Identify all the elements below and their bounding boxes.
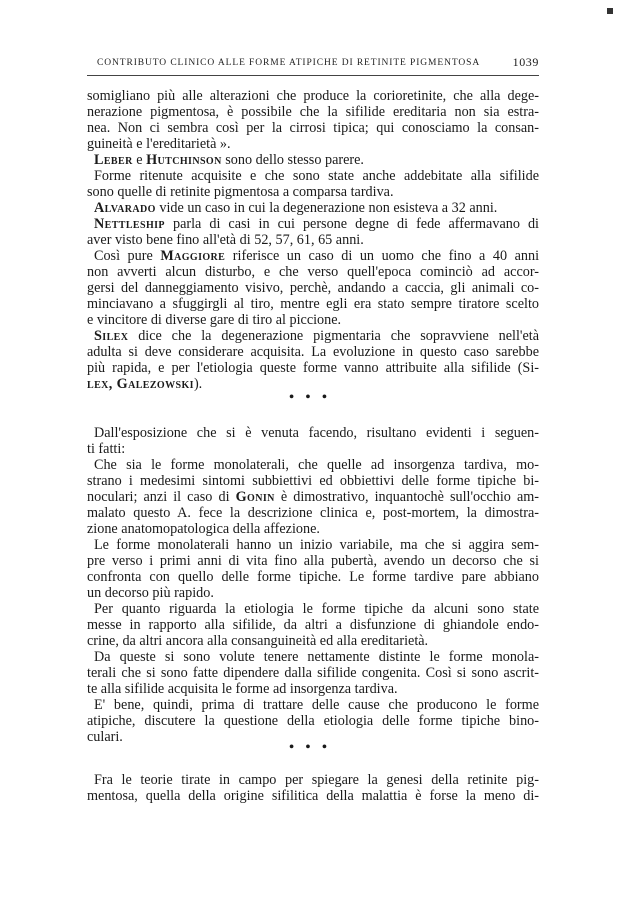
author-name: Nettleship: [94, 216, 165, 232]
text-line: noculari; anzi il caso di Gonin è dimostrativo, inquantochè sull'occhio am-: [87, 489, 540, 505]
text-line: crine, da altri ancora alla consanguineità ed alla ereditarietà.: [87, 633, 429, 649]
page-number: 1039: [512, 55, 539, 69]
text-line: somigliano più alle alterazioni che produce la corioretinite, che alla dege-: [87, 88, 539, 104]
text-line: gersi del danneggiamento visivo, perchè, andando a caccia, gli animali co-: [87, 280, 539, 296]
text-line: Alvarado vide un caso in cui la degenerazione non esisteva a 32 anni.: [94, 200, 498, 216]
text-line: un decorso più rapido.: [87, 585, 214, 601]
text-line: più rapida, e per l'etiologia queste forme vanno attribuite alla sifilide (Si-: [87, 360, 539, 376]
text-line: Forme ritenute acquisite e che sono state anche addebitate alla sifilide: [94, 168, 539, 184]
text-line: e vincitore di diverse gare di tiro al piccione.: [87, 312, 342, 328]
text-line: Dall'esposizione che si è venuta facendo, risultano evidenti i seguen-: [94, 425, 539, 441]
text-line: zione anatomopatologica della affezione.: [87, 521, 320, 537]
text-line: messe in rapporto alla sifilide, da altri a disfunzione di ghiandole endo-: [87, 617, 539, 633]
text-line: non avverti alcun disturbo, e che verso quell'epoca cominciò ad accor-: [87, 264, 539, 280]
author-name: Leber: [94, 152, 133, 168]
text-line: culari.: [87, 729, 123, 745]
text-line: mentosa, quella della origine sifilitica della malattia è forse la meno di-: [87, 788, 539, 804]
text-line: minciavano a sfuggirgli al tiro, mentre egli era stato sempre tiratore scelto: [87, 296, 539, 312]
text-line: adulta si deve considerare acquisita. La evoluzione in questo caso sarebbe: [87, 344, 539, 360]
running-header-title: CONTRIBUTO CLINICO ALLE FORME ATIPICHE DI RETINITE PIGMENTOSA: [97, 58, 481, 68]
section-separator: • • •: [289, 390, 331, 405]
header-rule: [87, 75, 539, 76]
text-line: te alla sifilide acquisita le forme ad insorgenza tardiva.: [87, 681, 398, 697]
text-line: strano i medesimi sintomi subbiettivi ed obbiettivi delle forme tipiche bi-: [87, 473, 539, 489]
text-line: pre verso i primi anni di vita fino alla pubertà, avendo un decorso che si: [87, 553, 539, 569]
text-line: Così pure Maggiore riferisce un caso di un uomo che fino a 40 anni: [94, 248, 540, 264]
text-line: Silex dice che la degenerazione pigmentaria che sopravviene nell'età: [94, 328, 539, 344]
text-line: Per quanto riguarda la etiologia le forme tipiche da alcuni sono state: [94, 601, 539, 617]
author-name: Silex: [94, 328, 129, 344]
author-name: Gonin: [235, 489, 275, 505]
text-line: guineità e l'ereditarietà ».: [87, 136, 231, 152]
text-line: nerazione pigmentosa, è possibile che la sifilide ereditaria non sia estra-: [87, 104, 539, 120]
text-line: E' bene, quindi, prima di trattare delle cause che producono le forme: [94, 697, 539, 713]
text-line: atipiche, discutere la questione della etiologia delle forme tipiche bino-: [87, 713, 539, 729]
scan-corner-mark: [607, 8, 613, 14]
text-line: Nettleship parla di casi in cui persone degne di fede affermavano di: [94, 216, 539, 232]
text-line: terali che si sono fatte dipendere dalla sifilide congenita. Così si sono ascrit-: [87, 665, 539, 681]
text-line: nea. Non ci sembra così per la cirrosi tipica; qui conosciamo la consan-: [87, 120, 539, 136]
text-line: confronta con quello delle forme tipiche. Le forme tardive pare abbiano: [87, 569, 539, 585]
author-name: lex, Galezowski: [87, 376, 194, 392]
text-line: lex, Galezowski).: [87, 376, 203, 392]
text-line: ti fatti:: [87, 441, 126, 457]
author-name: Hutchinson: [146, 152, 222, 168]
author-name: Alvarado: [94, 200, 156, 216]
section-separator: • • •: [289, 740, 331, 755]
text-line: Fra le teorie tirate in campo per spiegare la genesi della retinite pig-: [94, 772, 539, 788]
text-line: Da queste si sono volute tenere nettamente distinte le forme monola-: [94, 649, 539, 665]
text-line: Leber e Hutchinson sono dello stesso parere.: [94, 152, 364, 168]
text-line: aver visto bene fino all'età di 52, 57, 61, 65 anni.: [87, 232, 364, 248]
text-line: sono quelle di retinite pigmentosa a comparsa tardiva.: [87, 184, 394, 200]
text-line: malato questo A. fece la descrizione clinica e, post-mortem, la dimostra-: [87, 505, 539, 521]
text-line: Che sia le forme monolaterali, che quelle ad insorgenza tardiva, mo-: [94, 457, 539, 473]
author-name: Maggiore: [160, 248, 226, 264]
text-line: Le forme monolaterali hanno un inizio variabile, ma che si aggira sem-: [94, 537, 539, 553]
